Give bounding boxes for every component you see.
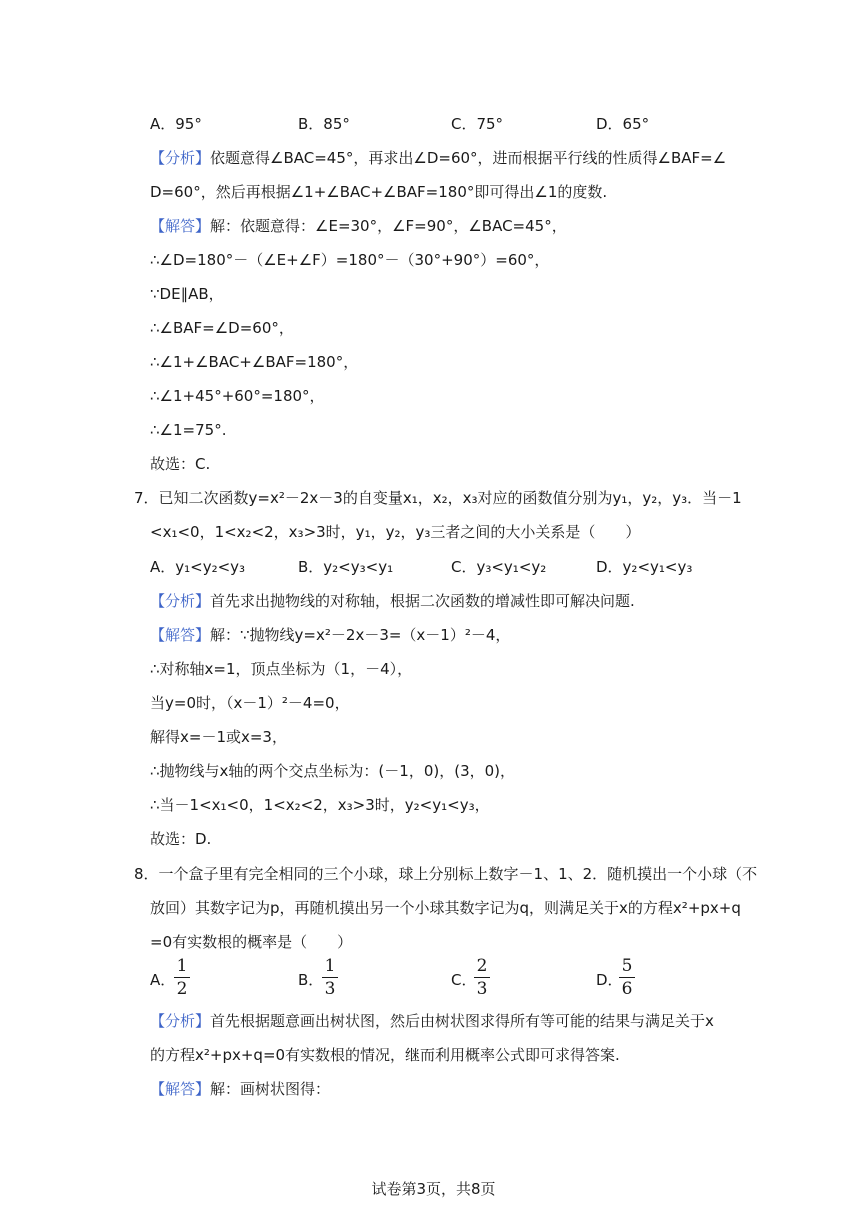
q6-solution-line: ∵DE∥AB， xyxy=(150,285,224,303)
q6-analysis-text-1: 依题意得∠BAC=45°，再求出∠D=60°，进而根据平行线的性质得∠BAF=∠ xyxy=(210,149,727,167)
q6-solution-text-1: 解：依题意得：∠E=30°，∠F=90°，∠BAC=45°， xyxy=(210,217,567,235)
numerator: 1 xyxy=(324,956,336,976)
numerator: 1 xyxy=(176,956,188,976)
q6-solution-line: ∴∠BAF=∠D=60°， xyxy=(150,319,294,337)
denominator: 3 xyxy=(324,979,336,999)
q7-option-d: D．y₂<y₁<y₃ xyxy=(596,558,693,576)
q6-option-a: A．95° xyxy=(150,115,202,133)
q6-solution xyxy=(150,216,567,236)
q8-option-c-fraction xyxy=(474,957,490,998)
q8-option-d-label: D． xyxy=(596,971,623,989)
q8-stem-3: =0有实数根的概率是（ ） xyxy=(150,933,353,951)
numerator: 2 xyxy=(476,956,488,976)
denominator: 2 xyxy=(176,979,188,999)
q8-analysis-text-2: 的方程x²+px+q=0有实数根的情况，继而利用概率公式即可求得答案. xyxy=(150,1046,620,1064)
q7-analysis-text: 首先求出抛物线的对称轴，根据二次函数的增减性即可解决问题. xyxy=(210,592,635,610)
q7-solution xyxy=(150,625,510,645)
q6-solution-line: ∴∠1+∠BAC+∠BAF=180°， xyxy=(150,353,359,371)
q7-solution-line: ∴抛物线与x轴的两个交点坐标为：(－1，0)，(3，0)， xyxy=(150,762,516,780)
q6-analysis-text-2: D=60°，然后再根据∠1+∠BAC+∠BAF=180°即可得出∠1的度数. xyxy=(150,183,608,201)
q8-solution xyxy=(150,1079,330,1099)
q7-solution-line: ∴对称轴x=1，顶点坐标为（1，－4）， xyxy=(150,660,413,678)
q7-stem-2: <x₁<0，1<x₂<2，x₃>3时，y₁，y₂，y₃三者之间的大小关系是（ ） xyxy=(150,523,641,541)
q7-answer: 故选：D. xyxy=(150,830,212,848)
q6-analysis xyxy=(150,148,726,168)
q7-option-b: B．y₂<y₃<y₁ xyxy=(298,558,394,576)
analysis-tag: 【分析】 xyxy=(150,592,211,610)
q8-option-c-label: C． xyxy=(451,971,477,989)
analysis-tag: 【分析】 xyxy=(150,1012,211,1030)
q7-solution-line: 当y=0时，（x－1）²－4=0， xyxy=(150,694,350,712)
q7-analysis xyxy=(150,591,635,611)
denominator: 3 xyxy=(476,979,488,999)
q6-option-d: D．65° xyxy=(596,115,650,133)
q7-option-a: A．y₁<y₂<y₃ xyxy=(150,558,246,576)
numerator: 5 xyxy=(621,956,633,976)
q6-solution-line: ∴∠1=75°. xyxy=(150,421,227,439)
solution-tag: 【解答】 xyxy=(150,626,211,644)
analysis-tag: 【分析】 xyxy=(150,149,211,167)
q7-solution-line: 解得x=－1或x=3， xyxy=(150,728,287,746)
q7-stem-1: 7．已知二次函数y=x²－2x－3的自变量x₁，x₂，x₃对应的函数值分别为y₁，y₂，y₃．当－1 xyxy=(134,489,742,507)
page-footer: 试卷第3页，共8页 xyxy=(371,1180,496,1198)
q6-solution-line: ∴∠1+45°+60°=180°， xyxy=(150,387,325,405)
solution-tag: 【解答】 xyxy=(150,217,211,235)
q8-option-b-fraction xyxy=(322,957,338,998)
q8-option-d-fraction xyxy=(619,957,635,998)
q8-analysis-text-1: 首先根据题意画出树状图，然后由树状图求得所有等可能的结果与满足关于x xyxy=(210,1012,714,1030)
q8-stem-2: 放回）其数字记为p，再随机摸出另一个小球其数字记为q，则满足关于x的方程x²+px+q xyxy=(150,899,741,917)
q7-solution-text-1: 解：∵抛物线y=x²－2x－3=（x－1）²－4， xyxy=(210,626,511,644)
q8-solution-text-1: 解：画树状图得： xyxy=(210,1080,331,1098)
solution-tag: 【解答】 xyxy=(150,1080,211,1098)
q6-option-c: C．75° xyxy=(451,115,504,133)
q7-solution-line: ∴当－1<x₁<0，1<x₂<2，x₃>3时，y₂<y₁<y₃， xyxy=(150,796,490,814)
q7-option-c: C．y₃<y₁<y₂ xyxy=(451,558,547,576)
q8-stem-1: 8．一个盒子里有完全相同的三个小球，球上分别标上数字－1、1、2．随机摸出一个小球（不 xyxy=(134,865,758,883)
q6-solution-line: ∴∠D=180°－（∠E+∠F）=180°－（30°+90°）=60°， xyxy=(150,251,550,269)
q8-analysis xyxy=(150,1011,714,1031)
q6-option-b: B．85° xyxy=(298,115,350,133)
q6-answer: 故选：C. xyxy=(150,455,211,473)
denominator: 6 xyxy=(621,979,633,999)
q8-option-a-fraction xyxy=(174,957,190,998)
q8-option-b-label: B． xyxy=(298,971,324,989)
q8-option-a-label: A． xyxy=(150,971,176,989)
